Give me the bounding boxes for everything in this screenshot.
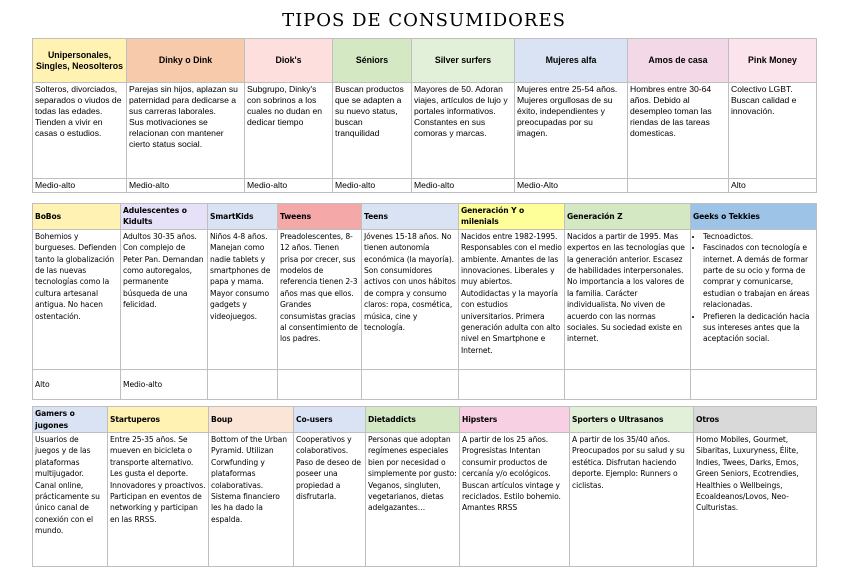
description-text: Colectivo LGBT. Buscan calidad e innovación.: [731, 84, 797, 116]
description-text: Mujeres entre 25-54 años. Mujeres orgullosas de su éxito, independientes y preocupadas por su imagen.: [517, 84, 618, 138]
description-text: Solteros, divorciados, separados o viudos de todas las edades. Tienden a vivir en casas o estudios.: [35, 84, 122, 138]
level-cell-bobos: Alto: [33, 369, 121, 399]
description-cell-tweens: [278, 229, 362, 369]
description-text: Parejas sin hijos, aplazan su paternidad para dedicarse a sus carreras laborales. Sus motivaciones se relacionan con mantener cierto status social.: [129, 84, 238, 149]
column-header-adulescentes-o-kidults: Adulescentes o Kidults: [121, 204, 208, 230]
column-header-pink-money: Pink Money: [729, 39, 817, 83]
level-cell-diok-s: Medio-alto: [245, 179, 333, 193]
description-text: Mayores de 50. Adoran viajes, artículos de lujo y portales informativos. Constantes en sus comoras y marcas.: [414, 84, 508, 138]
column-header-bobos: BoBos: [33, 204, 121, 230]
level-cell-mujeres-alfa: Medio-Alto: [515, 179, 628, 193]
description-cell-amos-de-casa: [628, 83, 729, 179]
column-header-geeks-o-tekkies: Geeks o Tekkies: [691, 204, 817, 230]
column-header-unipersonales-singles-neosolteros: Unipersonales, Singles, Neosolteros: [33, 39, 127, 83]
column-header-generacion-y-o-milenials: Generación Y o milenials: [459, 204, 565, 230]
description-cell-otros: [694, 433, 817, 567]
level-cell-generacion-y-o-milenials: [459, 369, 565, 399]
description-row: [33, 83, 817, 179]
level-cell-smartkids: [208, 369, 278, 399]
description-cell-generacion-z: [565, 229, 691, 369]
description-cell-gamers-o-jugones: [33, 433, 108, 567]
description-cell-co-users: [294, 433, 366, 567]
level-cell-pink-money: Alto: [729, 179, 817, 193]
column-header-seniors: Séniors: [333, 39, 412, 83]
level-cell-silver-surfers: Medio-alto: [412, 179, 515, 193]
column-header-smartkids: SmartKids: [208, 204, 278, 230]
column-header-diok-s: Diok's: [245, 39, 333, 83]
description-text: Niños 4-8 años. Manejan como nadie tablets y smartphones de papa y mama. Mayor consumo gadgets y videojuegos.: [210, 231, 271, 321]
description-text: Buscan productos que se adapten a su nuevo status, buscan tranquilidad: [335, 84, 404, 138]
description-cell-dinky-o-dink: [127, 83, 245, 179]
description-text: Adultos 30-35 años. Con complejo de Peter Pan. Demandan como autoregalos, permanente búsqueda de una felicidad.: [123, 231, 204, 310]
description-cell-mujeres-alfa: [515, 83, 628, 179]
description-cell-startuperos: [108, 433, 209, 567]
description-text: Personas que adoptan regímenes especiales bien por necesidad o simplemente por gusto: Veganos, singluten, vegetarianos, dietas adelgazantes…: [368, 435, 457, 513]
bullet-item: • Tecnoadictos.: [703, 231, 814, 242]
column-header-silver-surfers: Silver surfers: [412, 39, 515, 83]
description-text: Preadolescentes, 8-12 años. Tienen prisa por crecer, sus modelos de referencia tienen 2-3 años mas que ellos. Grandes consumistas gracias al consentimiento de los padres.: [280, 231, 358, 344]
description-cell-seniors: [333, 83, 412, 179]
column-header-co-users: Co-users: [294, 407, 366, 433]
description-cell-adulescentes-o-kidults: [121, 229, 208, 369]
column-header-hipsters: Hipsters: [460, 407, 570, 433]
description-text: A partir de los 35/40 años. Preocupados por su salud y su estética. Disfrutan haciendo deporte. Ejemplo: Runners o ciclistas.: [572, 435, 685, 490]
level-cell-tweens: [278, 369, 362, 399]
description-text: Nacidos a partir de 1995. Mas expertos en las tecnologías que la generación anterior. Escasez de habilidades interpersonales. No importancia a los valores de la familia. Carácter individualista. No viven de acuerdo con las normas sociales. Su sociedad existe en internet.: [567, 231, 685, 344]
level-cell-seniors: Medio-alto: [333, 179, 412, 193]
description-cell-boup: [209, 433, 294, 567]
description-text: Cooperativos y colaborativos. Paso de deseo de poseer una propiedad a disfrutarla.: [296, 435, 361, 502]
description-row: [33, 229, 817, 369]
page-title: TIPOS DE CONSUMIDORES: [282, 10, 566, 31]
description-text: Homo Mobiles, Gourmet, Sibaritas, Luxuryness, Élite, Indies, Twees, Darks, Emos, Green Seniors, Ecotrendies, Healthies o Wellbeings, Ecoaldeanos/Lovos, Neo-Culturistas.: [696, 435, 799, 513]
level-cell-geeks-o-tekkies: [691, 369, 817, 399]
column-header-dietaddicts: Dietaddicts: [366, 407, 460, 433]
description-cell-pink-money: [729, 83, 817, 179]
description-text: Jóvenes 15-18 años. No tienen autonomía económica (la mayoría). Son consumidores activos con unos hábitos de compra y consumo claros: ropa, cosmética, música, cine y tecnología.: [364, 231, 456, 333]
consumer-table-1: [32, 38, 817, 193]
description-cell-bobos: [33, 229, 121, 369]
description-cell-smartkids: [208, 229, 278, 369]
column-header-generacion-z: Generación Z: [565, 204, 691, 230]
header-row: [33, 204, 817, 230]
description-cell-diok-s: [245, 83, 333, 179]
level-row: [33, 179, 817, 193]
level-cell-generacion-z: [565, 369, 691, 399]
description-text: Usuarios de juegos y de las plataformas multijugador. Canal online, prácticamente su único canal de conexión con el mundo.: [35, 435, 100, 536]
column-header-mujeres-alfa: Mujeres alfa: [515, 39, 628, 83]
column-header-teens: Teens: [362, 204, 459, 230]
description-text: Bohemios y burgueses. Defienden tanto la globalización de las nuevas tecnologías como la cultura artesanal antigua. No hacen ostentación.: [35, 231, 117, 321]
level-cell-dinky-o-dink: Medio-alto: [127, 179, 245, 193]
bullet-item: • Fascinados con tecnología e internet. A demás de formar parte de su ocio y forma de comprar y comunicarse, estudian o trabajan en áreas relacionadas.: [703, 242, 814, 310]
column-header-startuperos: Startuperos: [108, 407, 209, 433]
header-row: [33, 39, 817, 83]
column-header-tweens: Tweens: [278, 204, 362, 230]
description-text: A partir de los 25 años. Progresistas Intentan consumir productos de cercanía y/o ecológicos. Buscan artículos vintage y reciclados. Estilo bohemio. Amantes RRSS: [462, 435, 561, 513]
description-row: [33, 433, 817, 567]
level-cell-adulescentes-o-kidults: Medio-alto: [121, 369, 208, 399]
description-cell-geeks-o-tekkies: [691, 229, 817, 369]
description-text: Subgrupo, Dinky's con sobrinos a los cuales no dudan en dedicar tiempo: [247, 84, 323, 127]
column-header-sporters-o-ultrasanos: Sporters o Ultrasanos: [570, 407, 694, 433]
column-header-amos-de-casa: Amos de casa: [628, 39, 729, 83]
description-cell-hipsters: [460, 433, 570, 567]
description-cell-unipersonales-singles-neosolteros: [33, 83, 127, 179]
description-text: Nacidos entre 1982-1995. Responsables con el medio ambiente. Amantes de las innovaciones. Liberales y muy abiertos. Autodidactas y la mayoría con estudios universitarios. Primera generación adulta con alto nivel en Smartphone e Internet.: [461, 231, 562, 355]
consumer-table-2: [32, 203, 817, 400]
level-row: [33, 369, 817, 399]
header-row: [33, 407, 817, 433]
description-cell-teens: [362, 229, 459, 369]
description-cell-silver-surfers: [412, 83, 515, 179]
description-text: Bottom of the Urban Pyramid. Utilizan Corwfunding y plataformas colaborativas. Sistema financiero les ha dado la espalda.: [211, 435, 287, 524]
column-header-otros: Otros: [694, 407, 817, 433]
bullet-list: [693, 231, 814, 345]
level-cell-teens: [362, 369, 459, 399]
column-header-gamers-o-jugones: Gamers o jugones: [33, 407, 108, 433]
bullet-item: • Prefieren la dedicación hacia sus intereses antes que la aceptación social.: [703, 311, 814, 345]
level-cell-unipersonales-singles-neosolteros: Medio-alto: [33, 179, 127, 193]
description-cell-dietaddicts: [366, 433, 460, 567]
description-text: Entre 25-35 años. Se mueven en bicicleta o transporte alternativo. Les gusta el deporte. Innovadores y proactivos. Participan en eventos de networking y participan en las RRSS.: [110, 435, 206, 524]
level-cell-amos-de-casa: [628, 179, 729, 193]
description-cell-sporters-o-ultrasanos: [570, 433, 694, 567]
column-header-dinky-o-dink: Dinky o Dink: [127, 39, 245, 83]
consumer-table-3: [32, 406, 817, 567]
description-cell-generacion-y-o-milenials: [459, 229, 565, 369]
description-text: Hombres entre 30-64 años. Debido al desempleo toman las riendas de las tareas domesticas.: [630, 84, 712, 138]
column-header-boup: Boup: [209, 407, 294, 433]
